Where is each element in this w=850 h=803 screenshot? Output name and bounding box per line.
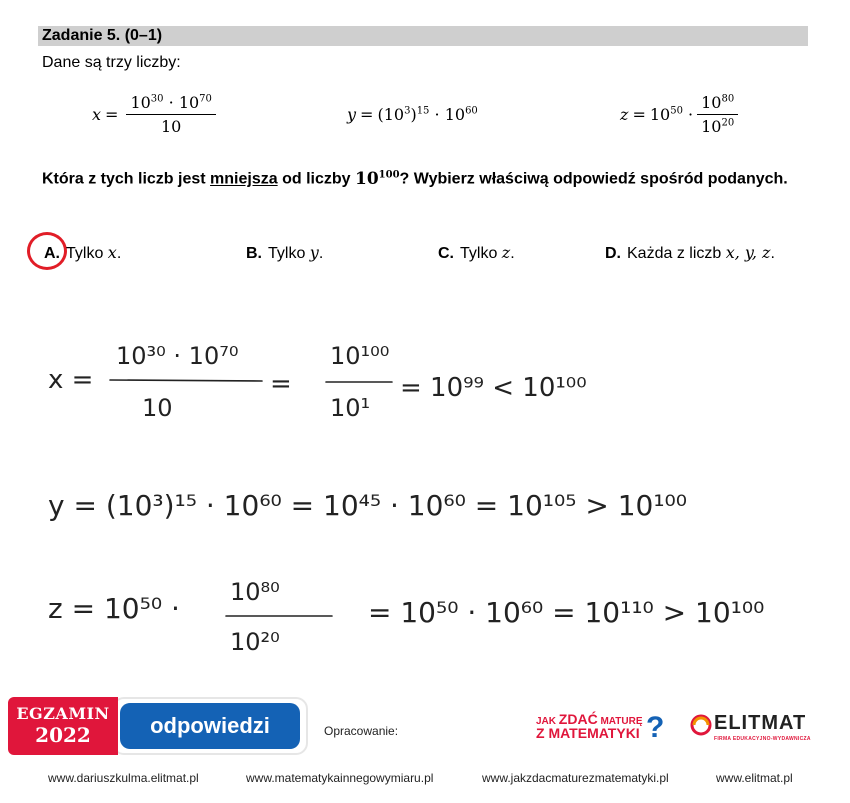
formula-z-a: 10: [649, 104, 671, 124]
formula-z-num-exp: 80: [721, 93, 735, 105]
answer-letter: C.: [438, 245, 454, 262]
answer-option-b[interactable]: [246, 243, 323, 263]
formula-z-fraction: [697, 93, 738, 136]
formula-x-num-b-exp: 70: [199, 93, 212, 105]
hand-line3-lhs: z = 10⁵⁰ ·: [48, 592, 180, 625]
formula-y-close: ): [410, 104, 417, 124]
hand-line1-den: 10: [142, 394, 173, 422]
formula-y-lhs: y: [347, 104, 357, 124]
elitmat-logo-icon: [690, 714, 712, 736]
answer-option-d[interactable]: [605, 243, 775, 263]
hand-line1-lhs: x =: [48, 365, 94, 395]
formula-y-dot: ·: [434, 104, 440, 124]
logo-jak-zdac-mature: [536, 711, 666, 747]
hand-line3-den: 10²⁰: [230, 628, 280, 656]
answer-text: Tylko: [268, 245, 310, 262]
question-mark-icon: ?: [646, 711, 665, 744]
badge-line1: EGZAMIN: [16, 704, 110, 723]
formula-z-a-exp: 50: [670, 105, 683, 117]
footer-link-jakzdacmature[interactable]: www.jakzdacmaturezmatematyki.pl: [482, 771, 669, 785]
formula-z-num: 10: [701, 92, 722, 112]
formula-y-base: (10: [377, 104, 405, 124]
answer-option-a[interactable]: [44, 243, 121, 263]
formula-x: x = $\frac{10^{30} \cdot 10^{70}}{10}$: [92, 88, 220, 140]
answer-var: z: [501, 243, 511, 262]
formula-x-lhs: x: [92, 104, 102, 124]
hand-line3-rest: = 10⁵⁰ · 10⁶⁰ = 10¹¹⁰ > 10¹⁰⁰: [368, 596, 765, 629]
hand-line3-num: 10⁸⁰: [230, 578, 280, 606]
handwritten-solution: [0, 300, 850, 680]
task-intro: Dane są trzy liczby:: [42, 54, 181, 71]
answer-letter: A.: [44, 245, 60, 262]
question-underlined: mniejsza: [210, 170, 278, 188]
formula-x-num-a: 10: [130, 92, 151, 112]
formula-z: z = $10^{50}$ · $\frac{10^{80}}{10^{20}}$: [620, 88, 742, 140]
hand-line1-eq1: =: [270, 369, 292, 399]
logo-jak-line1c: MATURĘ: [597, 716, 643, 727]
logo-elitmat: [690, 712, 820, 748]
question-exp: 100: [378, 169, 400, 180]
answer-text: Tylko: [66, 245, 108, 262]
hand-line1-fraction-bar: [110, 380, 262, 381]
formula-x-dot: ·: [168, 92, 174, 112]
question-part3: ? Wybierz właściwą odpowiedź spośród podanych.: [399, 170, 788, 188]
formula-z-dot: ·: [688, 104, 694, 124]
question-part2: od liczby: [277, 170, 355, 188]
formula-z-lhs: z: [620, 104, 629, 124]
badge-answers-label: odpowiedzi: [120, 703, 300, 749]
hand-line1-rest: = 10⁹⁹ < 10¹⁰⁰: [400, 373, 587, 403]
footer-link-dariuszkulma[interactable]: www.dariuszkulma.elitmat.pl: [48, 771, 199, 785]
answer-end: .: [318, 245, 324, 262]
answer-text: Każda z liczb: [627, 245, 726, 262]
hand-line1-num2: 10¹⁰⁰: [330, 342, 390, 370]
hand-line1-den2: 10¹: [330, 394, 371, 422]
answer-option-c[interactable]: [438, 243, 515, 263]
logo-jak-line2: Z MATEMATYKI: [536, 725, 640, 741]
answer-letter: B.: [246, 245, 262, 262]
badge-line2: 2022: [35, 723, 91, 747]
footer-link-matematykainnegowymiaru[interactable]: www.matematykainnegowymiaru.pl: [246, 771, 434, 785]
logo-jak-line1b: ZDAĆ: [558, 711, 598, 727]
formula-y-b-exp: 60: [465, 105, 478, 117]
formula-x-num-b: 10: [178, 92, 200, 112]
answer-end: .: [116, 245, 122, 262]
formula-x-num-a-exp: 30: [150, 93, 164, 105]
footer-link-elitmat[interactable]: www.elitmat.pl: [716, 771, 793, 785]
elitmat-sub: FIRMA EDUKACYJNO-WYDAWNICZA: [714, 736, 811, 742]
answer-text: Tylko: [460, 245, 502, 262]
answer-var: y: [309, 243, 319, 262]
hand-line1-num: 10³⁰ · 10⁷⁰: [116, 342, 239, 370]
answer-var: x: [107, 243, 117, 262]
question-base: 10: [354, 168, 379, 189]
formula-y-base-exp: 3: [404, 105, 411, 117]
hand-line2: y = (10³)¹⁵ · 10⁶⁰ = 10⁴⁵ · 10⁶⁰ = 10¹⁰⁵ > 10¹⁰⁰: [48, 489, 688, 522]
formula-z-den-exp: 20: [721, 117, 735, 129]
formula-y-outer-exp: 15: [416, 105, 430, 117]
badge-year-block: [8, 697, 118, 755]
prepared-by-label: Opracowanie:: [324, 724, 399, 738]
formula-x-den: 10: [160, 116, 182, 136]
formula-x-fraction: [126, 93, 215, 136]
elitmat-name: ELITMAT: [714, 712, 807, 734]
task-title: Zadanie 5. (0–1): [38, 26, 808, 46]
answer-end: .: [770, 245, 775, 262]
logo-jak-line1a: JAK: [536, 716, 559, 727]
formula-y-b: 10: [444, 104, 466, 124]
task-question: [42, 163, 812, 192]
answer-letter: D.: [605, 245, 621, 262]
formula-y: y = $(10^3)^{15} \cdot 10^{60}$: [347, 104, 478, 124]
formula-z-den: 10: [701, 116, 722, 136]
question-part1: Która z tych liczb jest: [42, 170, 211, 188]
exam-badge: [8, 697, 308, 755]
answer-var: x, y, z: [725, 243, 771, 262]
answer-end: .: [510, 245, 515, 262]
